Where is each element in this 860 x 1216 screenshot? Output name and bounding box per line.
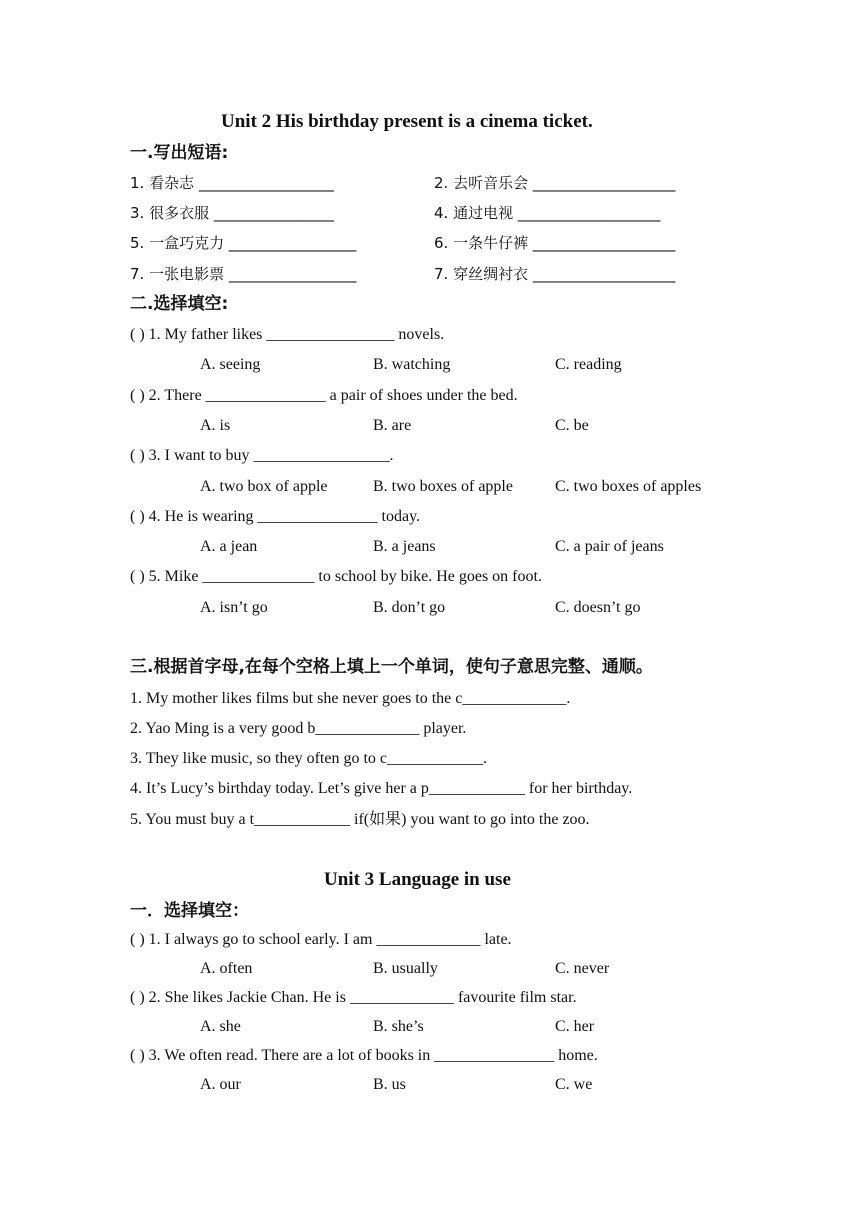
- fill-item: 3. They like music, so they often go to c____________.: [130, 750, 487, 767]
- phrase-item: 6. 一条牛仔裤 ___________________: [434, 234, 676, 252]
- unit2-sec3-heading: 三.根据首字母,在每个空格上填上一个单词，使句子意思完整、通顺。: [130, 657, 653, 677]
- option-c: C. reading: [555, 356, 622, 373]
- question-stem: ( ) 3. We often read. There are a lot of books in _______________ home.: [130, 1047, 598, 1064]
- option-c: C. two boxes of apples: [555, 478, 702, 495]
- phrase-item: 4. 通过电视 ___________________: [434, 204, 661, 222]
- option-c: C. be: [555, 417, 589, 434]
- option-b: B. are: [373, 417, 412, 434]
- option-a: A. our: [200, 1076, 241, 1093]
- phrase-item: 2. 去听音乐会 ___________________: [434, 174, 676, 192]
- option-c: C. we: [555, 1076, 593, 1093]
- option-a: A. is: [200, 417, 231, 434]
- phrase-item: 7. 一张电影票 _________________: [130, 265, 357, 283]
- option-c: C. never: [555, 960, 610, 977]
- option-a: A. two box of apple: [200, 478, 328, 495]
- phrase-item: 1. 看杂志 __________________: [130, 174, 334, 192]
- question-stem: ( ) 2. She likes Jackie Chan. He is _____________ favourite film star.: [130, 989, 577, 1006]
- option-a: A. often: [200, 960, 253, 977]
- unit2-title: Unit 2 His birthday present is a cinema ticket.: [221, 111, 593, 132]
- phrase-item: 5. 一盒巧克力 _________________: [130, 234, 357, 252]
- phrase-item: 3. 很多衣服 ________________: [130, 204, 334, 222]
- fill-item: 4. It’s Lucy’s birthday today. Let’s give her a p____________ for her birthday.: [130, 780, 633, 797]
- option-c: C. her: [555, 1018, 595, 1035]
- option-a: A. seeing: [200, 356, 261, 373]
- option-b: B. two boxes of apple: [373, 478, 513, 495]
- option-a: A. she: [200, 1018, 241, 1035]
- option-a: A. a jean: [200, 538, 258, 555]
- option-b: B. us: [373, 1076, 406, 1093]
- option-b: B. she’s: [373, 1018, 424, 1035]
- unit3-sec1-heading: 一．选择填空：: [130, 901, 249, 921]
- question-stem: ( ) 2. There _______________ a pair of shoes under the bed.: [130, 387, 518, 404]
- question-stem: ( ) 1. My father likes ________________ novels.: [130, 326, 445, 343]
- option-c: C. doesn’t go: [555, 599, 641, 616]
- question-stem: ( ) 4. He is wearing _______________ today.: [130, 508, 421, 525]
- option-b: B. watching: [373, 356, 451, 373]
- fill-item: 1. My mother likes films but she never goes to the c_____________.: [130, 690, 571, 707]
- option-b: B. don’t go: [373, 599, 446, 616]
- option-b: B. usually: [373, 960, 438, 977]
- unit3-title: Unit 3 Language in use: [324, 869, 511, 890]
- fill-item: 2. Yao Ming is a very good b_____________ player.: [130, 720, 467, 737]
- question-stem: ( ) 1. I always go to school early. I am _____________ late.: [130, 931, 512, 948]
- phrase-item: 7. 穿丝绸衬衣 ___________________: [434, 265, 676, 283]
- option-c: C. a pair of jeans: [555, 538, 664, 555]
- option-a: A. isn’t go: [200, 599, 268, 616]
- question-stem: ( ) 3. I want to buy _________________.: [130, 447, 394, 464]
- unit2-sec2-heading: 二.选择填空:: [130, 294, 229, 314]
- question-stem: ( ) 5. Mike ______________ to school by bike. He goes on foot.: [130, 568, 542, 585]
- fill-item: 5. You must buy a t____________ if(如果) you want to go into the zoo.: [130, 811, 590, 828]
- unit2-sec1-heading: 一.写出短语:: [130, 143, 229, 163]
- option-b: B. a jeans: [373, 538, 436, 555]
